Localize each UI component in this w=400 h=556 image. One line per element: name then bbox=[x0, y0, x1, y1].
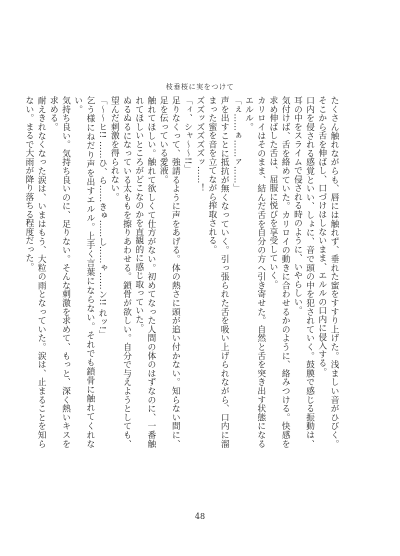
dialogue-line: 「ぇ……ぁ……ァ……」 bbox=[231, 96, 242, 193]
sound-effect-line: ズズッズズズズッ……！ bbox=[194, 96, 205, 193]
body-text bbox=[23, 96, 340, 448]
paragraph: 足りなくって、強請るように声をあげる。体の熱さに頭が追い付かない。知らない間に、足を伝っている愛液。 bbox=[158, 96, 181, 448]
paragraph: 気持ち良い。気持ち良いのに、足りない。そんな刺激を求めて、もっと、深く熱いキスを求める。 bbox=[48, 96, 71, 448]
running-title: 枝垂桜に実をつけて bbox=[165, 83, 235, 91]
paragraph: カリロイはそのまま、結んだ舌を自分の方へ引き寄せた。自然と舌を突き出す状態になるエルル。 bbox=[243, 96, 266, 448]
paragraph: たくさん触れながらも、唇には触れず、垂れた蜜をすすり上げた。浅ましい音がひびく。そこから舌を伸ばし、口づけはしないまま、エルルの口内に侵入する。 bbox=[316, 96, 339, 448]
paragraph: 乞う様にねだり声を出すエルル。上手く言葉にならない。それでも鎖骨に触れてくれない。 bbox=[72, 96, 95, 448]
paragraph: 声を出すことに抵抗が無くなっていく。引っ張られた舌を吸い上げられながら、口内に溜まった蜜を音を立てながら搾取される。 bbox=[206, 96, 230, 448]
paragraph: 触れてほしい。触れて欲しくて仕方がない。初めてなった人間の体のはずなのに、一番触れてほしいところがどこなのかを直観的に感じ取っていた。 bbox=[133, 96, 156, 448]
page-number: 48 bbox=[194, 512, 206, 521]
paragraph: 耐えきれなくなった涙は、いまはもう、大粒の雨となっていた。涙は、止まることを知らない。まるで大雨が降り落ちる程度だった。 bbox=[23, 96, 47, 448]
dialogue-line: 「ィ、シャ〜〜!!」 bbox=[182, 96, 193, 174]
paragraph: 口内を侵される感覚といい、しょに、音で頭の中を犯されていく。鼓膜で感じる振動は、耳の中をスライムで侵される時のように、いやらしい。 bbox=[292, 96, 315, 448]
dialogue-line: 「〜〜ヒ!! ……ひ、ら……きゅ……し……ゃ……ン!! れッ!」 bbox=[97, 96, 108, 339]
paragraph: 気付けば、舌を絡めていた。カリロイの動きに合わせるかのように、絡みつける。快感を求め伸ばした舌は、屈服に悦びを享受していく。 bbox=[267, 96, 291, 448]
paragraph: ぬるぬるになっている太ももを擦りあわせる。鎖骨が欲しい。自分で与えようとしても、望んだ刺激を得られない。 bbox=[109, 96, 132, 448]
